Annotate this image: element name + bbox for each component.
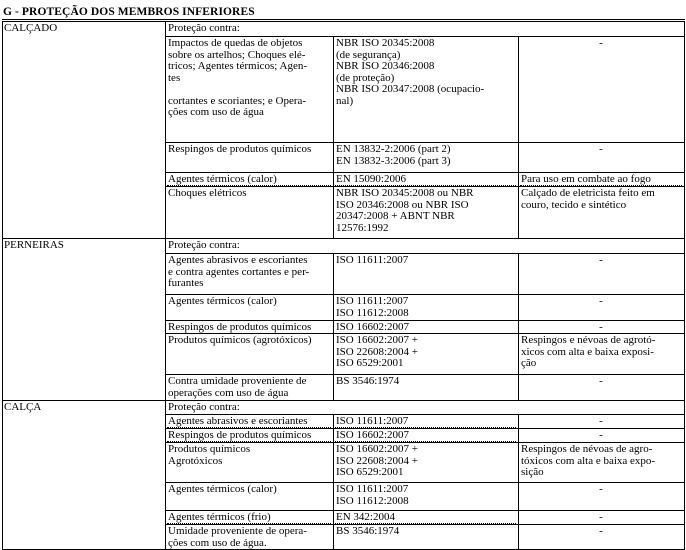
standard-text: BS 3546:1974	[336, 375, 400, 387]
standard-text: EN 13832-3:2006 (part 3)	[336, 154, 451, 167]
hazard-text: cortantes e scoriantes; e Opera-	[168, 94, 307, 107]
hazard-text: tes	[168, 71, 181, 84]
dotted-underline	[335, 441, 516, 442]
note-dash: -	[599, 415, 603, 427]
hazard-text: Contra umidade proveniente de	[168, 375, 307, 387]
hazard-text: Produtos químicos	[168, 443, 251, 455]
note-dash: -	[599, 37, 603, 49]
hazard-text: Umidade proveniente de opera-	[168, 525, 307, 537]
dotted-underline	[335, 185, 516, 186]
note-text: Respingos e névoas de agrotó-	[521, 334, 656, 346]
dotted-underline	[335, 333, 516, 334]
standard-text: ISO 11611:2007	[336, 415, 409, 427]
column-divider-1	[165, 238, 166, 400]
standard-text: ISO 11612:2008	[336, 494, 409, 507]
column-divider-3	[518, 36, 519, 238]
protecao-contra-label: Proteção contra:	[168, 401, 240, 413]
standard-text: ISO 20346:2008 ou NBR ISO	[336, 198, 469, 211]
dotted-underline	[167, 441, 331, 442]
note-dash: -	[599, 429, 603, 441]
note-text: couro, tecido e sintético	[521, 198, 627, 211]
note-text: Respingos de névoas de agro-	[521, 443, 653, 455]
note-text: ção	[521, 357, 537, 369]
dotted-underline	[167, 333, 331, 334]
note-text: xicos com alta e baixa exposi-	[521, 345, 654, 358]
standard-text: 20347:2008 + ABNT NBR	[336, 210, 455, 222]
hazard-text: operações com uso de água	[168, 386, 289, 399]
standard-text: ISO 11611:2007	[336, 295, 409, 307]
standard-text: ISO 16602:2007 +	[336, 334, 418, 346]
hazard-text: Respingos de produtos químicos	[168, 143, 312, 155]
hazard-text: furantes	[168, 277, 204, 289]
standard-text: ISO 16602:2007 +	[336, 443, 418, 455]
dotted-underline	[335, 427, 516, 428]
note-dash: -	[599, 511, 603, 523]
standard-text: ISO 16602:2007	[336, 321, 410, 333]
note-dash: -	[599, 321, 603, 333]
note-dash: -	[599, 525, 603, 537]
hazard-text: Respingos de produtos químicos	[168, 321, 312, 333]
hazard-text: Agentes térmicos (frio)	[168, 511, 271, 523]
note-text: Calçado de eletricista feito em	[521, 187, 655, 199]
standard-text: NBR ISO 20347:2008 (ocupacio-	[336, 83, 485, 95]
standard-text: ISO 11611:2007	[336, 483, 409, 495]
section-title: G - PROTEÇÃO DOS MEMBROS INFERIORES	[3, 6, 255, 18]
column-divider-1	[165, 21, 166, 238]
hazard-text: Agentes térmicos (calor)	[168, 173, 277, 185]
hazard-text: Agentes térmicos (calor)	[168, 483, 277, 495]
standard-text: NBR ISO 20345:2008	[336, 37, 435, 49]
hazard-text: tricos; Agentes térmicos; Agen-	[168, 60, 307, 72]
standard-text: EN 13832-2:2006 (part 2)	[336, 143, 451, 155]
section-name-perneiras: PERNEIRAS	[4, 239, 64, 251]
note-dash: -	[599, 254, 603, 266]
section-top-rule	[2, 21, 685, 22]
section-name-calça: CALÇA	[4, 401, 42, 413]
standard-text: ISO 16602:2007	[336, 429, 410, 441]
standard-text: NBR ISO 20346:2008	[336, 60, 435, 72]
standard-text: ISO 11611:2007	[336, 254, 409, 266]
hazard-text: Respingos de produtos químicos	[168, 429, 312, 441]
table-right-border	[684, 21, 685, 238]
note-dash: -	[599, 143, 603, 155]
hazard-text: Agentes abrasivos e escoriantes	[168, 415, 308, 427]
column-divider-2	[333, 36, 334, 238]
dotted-underline	[167, 185, 331, 186]
hazard-text: e contra agentes cortantes e per-	[168, 265, 310, 278]
table-left-border	[2, 238, 3, 400]
standard-text: ISO 6529:2001	[336, 466, 404, 478]
table-left-border	[2, 400, 3, 549]
note-dash: -	[599, 295, 603, 307]
section-top-rule	[2, 238, 685, 239]
note-text: Para uso em combate ao fogo	[521, 173, 651, 185]
section-top-rule	[2, 400, 685, 401]
protecao-contra-label: Proteção contra:	[168, 239, 240, 251]
note-text: sição	[521, 466, 544, 478]
column-divider-2	[333, 253, 334, 400]
title-rule	[2, 19, 685, 20]
hazard-text: Agrotóxicos	[168, 454, 223, 467]
hazard-text: sobre os artelhos; Choques elé-	[168, 48, 306, 61]
hazard-text: Agentes térmicos (calor)	[168, 295, 277, 307]
hazard-text: Agentes abrasivos e escoriantes	[168, 254, 308, 266]
column-divider-1	[165, 400, 166, 549]
dotted-underline	[167, 427, 331, 428]
standard-text: (de proteção)	[336, 71, 395, 84]
hazard-text: Impactos de quedas de objetos	[168, 37, 303, 49]
standard-text: ISO 22608:2004 +	[336, 454, 418, 467]
note-dash: -	[599, 483, 603, 495]
dotted-underline	[167, 523, 331, 524]
standard-text: EN 15090:2006	[336, 173, 406, 185]
standard-text: EN 342:2004	[336, 511, 395, 523]
standard-text: 12576:1992	[336, 221, 389, 234]
standard-text: (de segurança)	[336, 48, 401, 61]
section-name-calçado: CALÇADO	[4, 22, 58, 34]
note-dash: -	[599, 375, 603, 387]
table-right-border	[684, 238, 685, 400]
hazard-text: ções com uso de água.	[168, 536, 267, 549]
standard-text: ISO 22608:2004 +	[336, 345, 418, 358]
dotted-underline	[335, 523, 516, 524]
protecao-contra-label: Proteção contra:	[168, 22, 240, 34]
hazard-text: ções com uso de água	[168, 106, 264, 118]
standard-text: nal)	[336, 94, 354, 107]
standard-text: ISO 11612:2008	[336, 306, 409, 319]
table-left-border	[2, 21, 3, 238]
standard-text: NBR ISO 20345:2008 ou NBR	[336, 187, 474, 199]
note-text: tóxicos com alta e baixa expo-	[521, 454, 656, 467]
hazard-text: Choques elétricos	[168, 187, 247, 199]
standard-text: ISO 6529:2001	[336, 357, 404, 369]
standard-text: BS 3546:1974	[336, 525, 400, 537]
hazard-text: Produtos químicos (agrotóxicos)	[168, 334, 312, 346]
dotted-underline	[520, 185, 682, 186]
table-right-border	[684, 400, 685, 549]
